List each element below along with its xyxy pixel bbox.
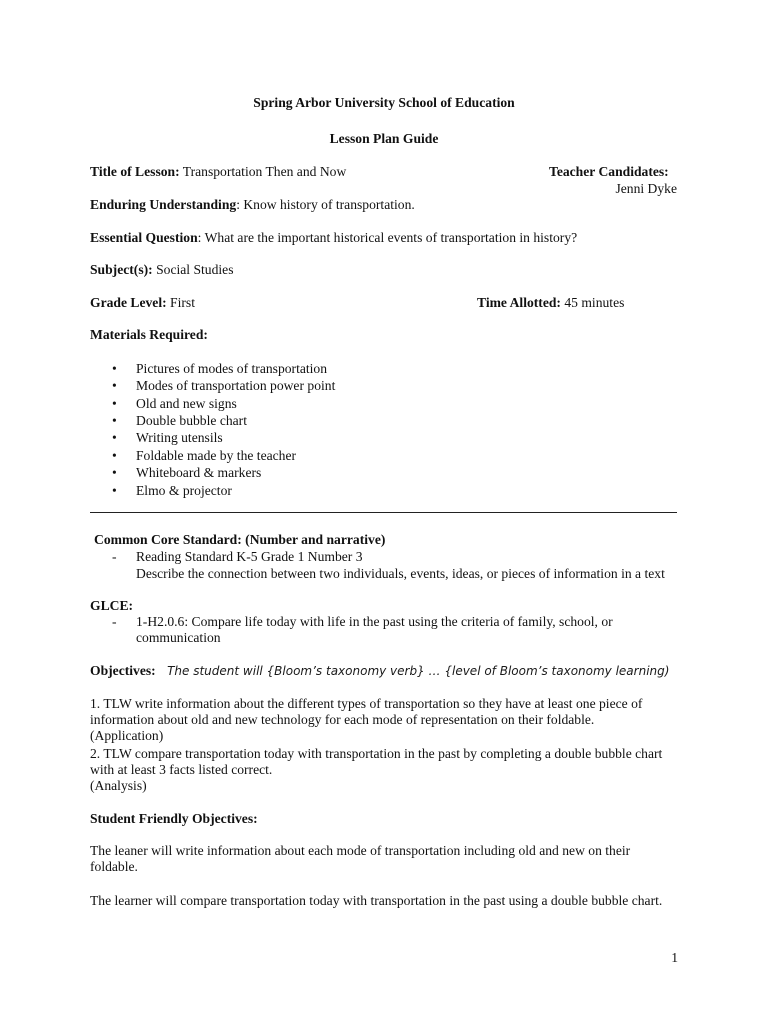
list-item: Writing utensils [136,430,223,445]
objective-2-line-2: with at least 3 facts listed correct. [90,762,273,777]
objective-2-line-3: (Analysis) [90,778,147,793]
glce-line-2: communication [136,630,221,645]
list-item: Old and new signs [136,396,237,411]
document-title: Lesson Plan Guide [329,131,439,146]
subjects-value: Social Studies [152,262,234,277]
objectives-template: The student will {Bloom’s taxonomy verb} … {level of Bloom’s taxonomy learning) [167,664,670,678]
lesson-title-label: Title of Lesson: [90,164,180,179]
bullet-icon: • [112,483,117,498]
student-friendly-label: Student Friendly Objectives: [90,811,258,826]
time-value: 45 minutes [560,295,625,310]
list-item: Pictures of modes of transportation [136,361,328,376]
student-friendly-p2: The learner will compare transportation today with transportation in the past using a double bubble chart. [90,893,663,908]
materials-label: Materials Required: [90,327,208,342]
objective-1-line-3: (Application) [90,728,164,743]
bullet-icon: • [112,378,117,393]
common-core-label: Common Core Standard: (Number and narrative) [94,532,386,547]
lesson-title-value: Transportation Then and Now [179,164,347,179]
subjects-label: Subject(s): [90,262,153,277]
list-item: Whiteboard & markers [136,465,262,480]
grade-level [90,294,195,311]
common-core-line-1: Reading Standard K-5 Grade 1 Number 3 [136,549,363,564]
student-friendly-p1-line-1: The leaner will write information about each mode of transportation including old and new on their [90,843,631,858]
objective-1-line-2: information about old and new technology for each mode of representation on their foldable. [90,712,595,727]
bullet-icon: • [112,465,117,480]
list-item: Elmo & projector [136,483,232,498]
list-item: Modes of transportation power point [136,378,336,393]
glce-label: GLCE: [90,598,134,613]
enduring-understanding [90,196,415,213]
essential-value: : What are the important historical events of transportation in history? [197,230,578,245]
subjects [90,261,234,278]
bullet-icon: • [112,361,117,376]
dash-icon: - [112,614,117,629]
objectives-heading [90,662,669,680]
list-item: Foldable made by the teacher [136,448,297,463]
bullet-icon: • [112,413,117,428]
time-label: Time Allotted: [477,295,561,310]
enduring-label: Enduring Understanding [90,197,237,212]
common-core-line-2: Describe the connection between two individuals, events, ideas, or pieces of information in a text [136,566,665,581]
teacher-candidates-label: Teacher Candidates: [549,164,669,179]
bullet-icon: • [112,396,117,411]
student-friendly-p1-line-2: foldable. [90,859,138,874]
glce-line-1: 1-H2.0.6: Compare life today with life in the past using the criteria of family, school, or [136,614,613,629]
grade-value: First [166,295,195,310]
list-item: Double bubble chart [136,413,247,428]
essential-question [90,229,577,246]
objective-1-line-1: 1. TLW write information about the different types of transportation so they have at least one piece of [90,696,643,711]
dash-icon: - [112,549,117,564]
page-number: 1 [671,950,678,965]
section-divider [90,512,677,513]
bullet-icon: • [112,430,117,445]
essential-label: Essential Question [90,230,198,245]
objectives-label: Objectives: [90,663,156,678]
teacher-candidates-value: Jenni Dyke [615,181,677,196]
time-allotted [477,294,624,311]
enduring-value: : Know history of transportation. [236,197,415,212]
lesson-title-row [90,163,346,180]
grade-label: Grade Level: [90,295,167,310]
objective-2-line-1: 2. TLW compare transportation today with transportation in the past by completing a double bubble chart [90,746,663,761]
bullet-icon: • [112,448,117,463]
institution-heading: Spring Arbor University School of Education [253,95,515,110]
